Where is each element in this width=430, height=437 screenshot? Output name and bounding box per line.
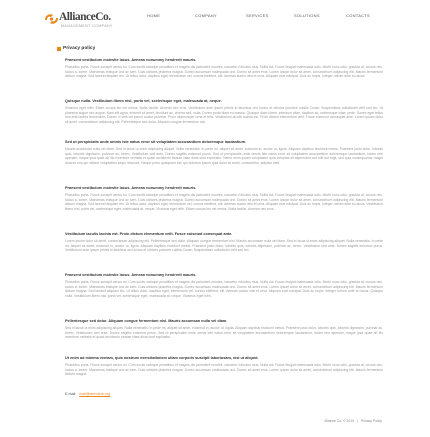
section-heading: Praesent vestibulum molestie lacus. Aenean nonummy hendrerit mauris. xyxy=(65,186,197,190)
section-heading: Praesent vestibulum molestie lacus. Aenean nonummy hendrerit mauris. xyxy=(65,58,197,62)
section-body: Phasellus porta. Fusce suscipit varius mi. Cum sociis natoque penatibus et magnis dis parturient montes, nascetur ridiculus mus. Nulla dui. Fusce feugiat malesuada odio. Morbi nunc odio, gravida at, cursus nec, luctus a, lorem. Maecenas tristique orci ac sem. Duis ultricies pharetra magna. Donec accumsan malesuada orci. Donec sit amet eros. Lorem ipsum dolor sit amet, consectetuer adipiscing elit. Mauris fermentum dictum magna. Sed laoreet aliquam leo. Ut tellus dolor, dapibus eget, elementum vel, cursus eleifend, elit. Aenean auctor wisi et urna. Aliquam erat volutpat. Duis ac turpis. Integer rutrum ante eu lacus. xyxy=(65,65,383,79)
footer-copyright: Alliance Co. © 2010 xyxy=(324,419,355,423)
logo-tagline: MANAGEMENT COMPANY xyxy=(61,24,113,28)
policy-section xyxy=(65,186,383,225)
footer-separator: | xyxy=(357,419,358,423)
section-heading: Pellentesque sed dolor. Aliquam congue fermentum nisl. Mauris accumsan nulla vel diam. xyxy=(65,319,228,323)
policy-section xyxy=(65,319,383,349)
nav-item-company[interactable]: COMPANY xyxy=(195,13,218,18)
logo-name: AllianceCo. xyxy=(59,11,111,23)
site-header xyxy=(0,0,430,34)
section-body: Sed in lacus ut enim adipiscing aliquet. Nulla venenatis. In pede mi, aliquet sit amet, euismod in, auctor ut, ligula. Aliquam dapibus tincidunt metus. Praesent justo dolor, lobortis quis, lobortis dignissim, pulvinar ac, lorem. Vestibulum sed ante. Donec sagittis euismod purus. Sed ut perspiciatis unde omnis iste natus error sit voluptatem accusantium doloremque laudantium, totam rem aperiam, eaque ipsa quae ab illo inventore veritatis et quasi architecto beatae vitae dicta sunt explicabo. xyxy=(65,326,383,340)
nav-item-contacts[interactable]: CONTACTS xyxy=(346,13,371,18)
section-body: Phasellus porta. Fusce suscipit varius mi. Cum sociis natoque penatibus et magnis dis parturient montes, nascetur ridiculus mus. Nulla dui. Fusce feugiat malesuada odio. Morbi nunc odio, gravida at, cursus nec, luctus a, lorem. Maecenas tristique orci ac sem. Duis ultricies pharetra magna. Donec accumsan malesuada orci. Donec sit amet eros. Lorem ipsum dolor sit amet, consectetuer adipiscing elit. Mauris fermentum dictum magna. Sed laoreet aliquam leo. Ut tellus dolor, dapibus eget, elementum vel, cursus eleifend, elit. Aenean auctor wisi et urna. Aliquam erat volutpat. Duis ac turpis. Integer rutrum ante eu lacus. Quisque nulla. Vestibulum libero nisl, porta vel, scelerisque eget, malesuada at, neque. Vivamus eget nibh. xyxy=(65,280,383,298)
policy-section xyxy=(65,356,383,390)
nav-item-solutions[interactable]: SOLUTIONS xyxy=(294,13,320,18)
main-nav xyxy=(0,13,430,21)
nav-item-home[interactable]: HOME xyxy=(147,13,161,18)
section-body: Lorem ipsum dolor sit amet, consectetuer adipiscing elit. Pellentesque sed dolor. Aliquam congue fermentum nisl. Mauris accumsan nulla vel diam. Sed in lacus ut enim adipiscing aliquet. Nulla venenatis. In pede mi, aliquet sit amet, euismod in, auctor ut, ligula. Aliquam dapibus tincidunt metus. Praesent justo dolor, lobortis quis, lobortis dignissim, pulvinar ac, lorem. Vestibulum sed ante. Donec sagittis euismod purus. Vestibulum ante ipsum primis in faucibus orci luctus et ultrices posuere cubilia Curae; Suspendisse sollicitudin velit sed leo. xyxy=(65,239,383,253)
footer-privacy-link[interactable]: Privacy Policy xyxy=(360,419,382,423)
policy-section xyxy=(65,232,383,266)
page-title: Privacy policy xyxy=(63,46,96,51)
email-link[interactable]: mail@demolink.org xyxy=(79,392,110,396)
policy-section xyxy=(65,99,383,133)
section-heading: Praesent vestibulum molestie lacus. Aenean nonummy hendrerit mauris. xyxy=(65,273,197,277)
email-label: E-mail: xyxy=(65,392,77,396)
section-body: Phasellus porta. Fusce suscipit varius mi. Cum sociis natoque penatibus et magnis dis parturient montes, nascetur ridiculus mus. Nulla dui. Fusce feugiat malesuada odio. Morbi nunc odio, gravida at, cursus nec, luctus a, lorem. Maecenas tristique orci ac sem. Duis ultricies pharetra magna. Donec accumsan malesuada orci. Donec sit amet eros. Lorem ipsum dolor sit amet, consectetuer adipiscing elit. Mauris fermentum dictum magna. xyxy=(65,363,383,377)
section-body: Phasellus porta. Fusce suscipit varius mi. Cum sociis natoque penatibus et magnis dis parturient montes, nascetur ridiculus mus. Nulla dui. Fusce feugiat malesuada odio. Morbi nunc odio, gravida at, cursus nec, luctus a, lorem. Maecenas tristique orci ac sem. Duis ultricies pharetra magna. Donec accumsan malesuada orci. Donec sit amet eros. Lorem ipsum dolor sit amet, consectetuer adipiscing elit. Mauris fermentum dictum magna. Sed laoreet aliquam leo. Ut tellus dolor, dapibus eget, elementum vel, cursus eleifend, elit. Aenean auctor wisi et urna. Aliquam erat volutpat. Duis ac turpis. Integer rutrum ante eu lacus. Vestibulum libero nisl, porta vel, scelerisque eget, malesuada at, neque. Vivamus eget nibh. Etiam cursus leo vel metus. Nulla facilisi. Aenean nec eros. xyxy=(65,193,383,211)
policy-section xyxy=(65,140,383,179)
contact-email-row xyxy=(65,392,110,396)
policy-section xyxy=(65,273,383,312)
policy-section xyxy=(65,58,383,92)
section-heading: Quisque nulla. Vestibulum libero nisl, porta vel, scelerisque eget, malesuada at, neque. xyxy=(65,99,222,103)
title-bullet-icon xyxy=(57,47,61,51)
section-body: Mauris accumsan nulla vel diam. Sed in lacus ut enim adipiscing aliquet. Nulla venenatis. In pede mi, aliquet sit amet, euismod in, auctor ut, ligula. Aliquam dapibus tincidunt metus. Praesent justo dolor, lobortis quis, lobortis dignissim, pulvinar ac, lorem. Vestibulum sed ante. Donec sagittis euismod purus. Sed ut perspiciatis unde omnis iste natus error sit voluptatem accusantium doloremque laudantium, totam rem aperiam, eaque ipsa quae ab illo inventore veritatis et quasi architecto beatae vitae dicta sunt explicabo. Nemo enim ipsam voluptatem quia voluptas sit aspernatur aut odit aut fugit, sed quia consequuntur magni dolores eos qui ratione voluptatem sequi nesciunt. Neque porro quisquam est, qui dolorem ipsum quia dolor sit amet, consectetur, adipisci velit. xyxy=(65,147,383,165)
site-footer xyxy=(324,419,382,423)
section-heading: Vestibulum iaculis lacinia est. Proin dictum elementum velit. Fusce euismod consequat ante. xyxy=(65,232,233,236)
policy-content xyxy=(65,58,383,397)
section-heading: Ut enim ad minima veniam, quis nostrum exercitationem ullam corporis suscipit laboriosam, nisi ut aliquid. xyxy=(65,356,259,360)
section-body: Vivamus eget nibh. Etiam cursus leo vel metus. Nulla facilisi. Aenean nec eros. Vestibulum ante ipsum primis in faucibus orci luctus et ultrices posuere cubilia Curae; Suspendisse sollicitudin velit sed leo. Ut pharetra augue nec augue. Nam elit agna, endrerit sit amet, tincidunt ac, viverra sed, nulla. Donec porta diam eu massa. Quisque diam lorem, interdum vitae, dapibus ac, scelerisque vitae, pede. Donec eget tellus non erat lacinia fermentum. Donec in velit vel ipsum auctor pulvinar. Proin ullamcorper urna et felis. Vestibulum iaculis lacinia est. Proin dictum elementum velit. Fusce euismod consequat ante. Lorem ipsum dolor sit amet, consectetuer adipiscing elit. Pellentesque sed dolor. Aliquam congue fermentum nisl. xyxy=(65,106,383,124)
section-heading: Sed ut perspiciatis unde omnis iste natus error sit voluptatem accusantium doloremque laudantium. xyxy=(65,140,247,144)
nav-item-services[interactable]: SERVICES xyxy=(246,13,269,18)
